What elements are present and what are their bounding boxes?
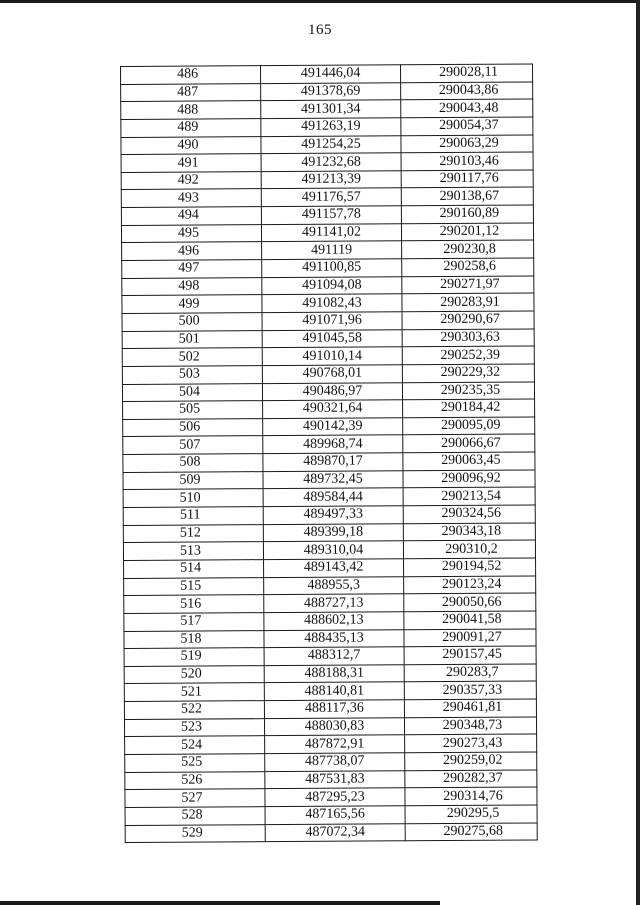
point-number-cell: 525 (125, 754, 265, 772)
table-row (121, 117, 533, 137)
y-coordinate-cell: 290063,29 (401, 135, 533, 153)
x-coordinate-cell: 489143,42 (264, 559, 404, 577)
x-coordinate-cell: 491176,57 (261, 188, 401, 206)
point-number-cell: 527 (125, 789, 265, 807)
table-row (122, 382, 534, 402)
table-row (123, 505, 535, 525)
point-number-cell: 526 (125, 771, 265, 789)
table-row (122, 293, 534, 313)
y-coordinate-cell: 290066,67 (403, 434, 535, 452)
y-coordinate-cell: 290213,54 (403, 487, 535, 505)
point-number-cell: 514 (124, 560, 264, 578)
y-coordinate-cell: 290303,63 (402, 329, 534, 347)
y-coordinate-cell: 290201,12 (401, 223, 533, 241)
table-row (125, 752, 537, 772)
x-coordinate-cell: 490142,39 (263, 418, 403, 436)
point-number-cell: 507 (123, 436, 263, 454)
x-coordinate-cell: 491254,25 (261, 135, 401, 153)
table-row (124, 717, 536, 737)
x-coordinate-cell: 491071,96 (262, 312, 402, 330)
x-coordinate-cell: 490321,64 (263, 400, 403, 418)
y-coordinate-cell: 290275,68 (405, 823, 537, 841)
x-coordinate-cell: 489310,04 (263, 541, 403, 559)
coordinates-table-body (121, 64, 538, 843)
x-coordinate-cell: 491082,43 (262, 294, 402, 312)
table-row (125, 770, 537, 790)
point-number-cell: 487 (121, 83, 261, 101)
point-number-cell: 499 (122, 295, 262, 313)
y-coordinate-cell: 290043,48 (401, 99, 533, 117)
point-number-cell: 501 (122, 330, 262, 348)
point-number-cell: 500 (122, 313, 262, 331)
scan-edge-bottom (0, 901, 440, 905)
table-row (121, 170, 533, 190)
point-number-cell: 518 (124, 630, 264, 648)
y-coordinate-cell: 290123,24 (404, 576, 536, 594)
x-coordinate-cell: 489870,17 (263, 453, 403, 471)
scan-edge-right (636, 0, 640, 905)
x-coordinate-cell: 491157,78 (261, 206, 401, 224)
x-coordinate-cell: 491263,19 (261, 118, 401, 136)
page-number: 165 (308, 22, 332, 38)
x-coordinate-cell: 489584,44 (263, 488, 403, 506)
point-number-cell: 506 (123, 418, 263, 436)
table-row (122, 364, 534, 384)
x-coordinate-cell: 487872,91 (265, 735, 405, 753)
y-coordinate-cell: 290282,37 (405, 770, 537, 788)
table-row (122, 311, 534, 331)
table-row (124, 664, 536, 684)
x-coordinate-cell: 488030,83 (264, 717, 404, 735)
y-coordinate-cell: 290310,2 (403, 540, 535, 558)
x-coordinate-cell: 490486,97 (262, 382, 402, 400)
table-row (121, 82, 533, 102)
table-row (122, 240, 534, 260)
x-coordinate-cell: 491010,14 (262, 347, 402, 365)
point-number-cell: 502 (122, 348, 262, 366)
x-coordinate-cell: 487072,34 (265, 823, 405, 841)
point-number-cell: 489 (121, 119, 261, 137)
x-coordinate-cell: 488727,13 (264, 594, 404, 612)
table-row (123, 470, 535, 490)
point-number-cell: 491 (121, 154, 261, 172)
y-coordinate-cell: 290184,42 (403, 399, 535, 417)
table-row (125, 734, 537, 754)
y-coordinate-cell: 290063,45 (403, 452, 535, 470)
x-coordinate-cell: 491213,39 (261, 171, 401, 189)
y-coordinate-cell: 290028,11 (400, 64, 532, 82)
table-row (124, 611, 536, 631)
point-number-cell: 524 (125, 736, 265, 754)
point-number-cell: 522 (124, 701, 264, 719)
x-coordinate-cell: 488117,36 (264, 700, 404, 718)
x-coordinate-cell: 491378,69 (261, 82, 401, 100)
x-coordinate-cell: 491301,34 (261, 100, 401, 118)
table-row (124, 576, 536, 596)
y-coordinate-cell: 290091,27 (404, 628, 536, 646)
point-number-cell: 498 (122, 277, 262, 295)
y-coordinate-cell: 290295,5 (405, 805, 537, 823)
x-coordinate-cell: 489732,45 (263, 471, 403, 489)
y-coordinate-cell: 290283,91 (402, 293, 534, 311)
table-row (124, 646, 536, 666)
table-row (123, 487, 535, 507)
point-number-cell: 517 (124, 612, 264, 630)
point-number-cell: 490 (121, 136, 261, 154)
point-number-cell: 505 (123, 401, 263, 419)
y-coordinate-cell: 290095,09 (403, 417, 535, 435)
point-number-cell: 521 (124, 683, 264, 701)
x-coordinate-cell: 491094,08 (262, 276, 402, 294)
y-coordinate-cell: 290157,45 (404, 646, 536, 664)
x-coordinate-cell: 487295,23 (265, 788, 405, 806)
table-row (123, 523, 535, 543)
point-number-cell: 493 (121, 189, 261, 207)
x-coordinate-cell: 490768,01 (262, 365, 402, 383)
y-coordinate-cell: 290357,33 (404, 681, 536, 699)
table-row (122, 276, 534, 296)
coordinates-table (120, 63, 538, 843)
y-coordinate-cell: 290229,32 (402, 364, 534, 382)
x-coordinate-cell: 488188,31 (264, 665, 404, 683)
table-row (122, 258, 534, 278)
table-row (123, 452, 535, 472)
y-coordinate-cell: 290461,81 (404, 699, 536, 717)
point-number-cell: 496 (122, 242, 262, 260)
point-number-cell: 529 (125, 824, 265, 842)
table-row (125, 787, 537, 807)
y-coordinate-cell: 290117,76 (401, 170, 533, 188)
point-number-cell: 504 (122, 383, 262, 401)
table-row (124, 593, 536, 613)
y-coordinate-cell: 290160,89 (401, 205, 533, 223)
table-row (123, 399, 535, 419)
x-coordinate-cell: 487165,56 (265, 806, 405, 824)
point-number-cell: 511 (123, 507, 263, 525)
y-coordinate-cell: 290283,7 (404, 664, 536, 682)
x-coordinate-cell: 491045,58 (262, 329, 402, 347)
table-row (121, 152, 533, 172)
table-row (124, 628, 536, 648)
y-coordinate-cell: 290348,73 (404, 717, 536, 735)
y-coordinate-cell: 290290,67 (402, 311, 534, 329)
y-coordinate-cell: 290314,76 (405, 787, 537, 805)
table-row (124, 681, 536, 701)
point-number-cell: 488 (121, 101, 261, 119)
scan-edge-top (0, 0, 640, 3)
y-coordinate-cell: 290271,97 (402, 276, 534, 294)
x-coordinate-cell: 488140,81 (264, 682, 404, 700)
table-row (121, 64, 533, 84)
point-number-cell: 497 (122, 260, 262, 278)
table-row (121, 205, 533, 225)
table-row (123, 540, 535, 560)
x-coordinate-cell: 491100,85 (262, 259, 402, 277)
y-coordinate-cell: 290259,02 (405, 752, 537, 770)
table-row (123, 417, 535, 437)
y-coordinate-cell: 290258,6 (402, 258, 534, 276)
y-coordinate-cell: 290138,67 (401, 187, 533, 205)
x-coordinate-cell: 488312,7 (264, 647, 404, 665)
point-number-cell: 513 (123, 542, 263, 560)
x-coordinate-cell: 489399,18 (263, 523, 403, 541)
x-coordinate-cell: 488955,3 (264, 576, 404, 594)
table-row (121, 187, 533, 207)
point-number-cell: 492 (121, 171, 261, 189)
point-number-cell: 510 (123, 489, 263, 507)
y-coordinate-cell: 290252,39 (402, 346, 534, 364)
point-number-cell: 519 (124, 648, 264, 666)
table-row (121, 223, 533, 243)
y-coordinate-cell: 290043,86 (401, 82, 533, 100)
y-coordinate-cell: 290273,43 (405, 734, 537, 752)
point-number-cell: 486 (121, 66, 261, 84)
x-coordinate-cell: 491232,68 (261, 153, 401, 171)
table-row (125, 805, 537, 825)
table-row (121, 135, 533, 155)
point-number-cell: 508 (123, 454, 263, 472)
y-coordinate-cell: 290103,46 (401, 152, 533, 170)
table-row (121, 99, 533, 119)
y-coordinate-cell: 290230,8 (402, 240, 534, 258)
point-number-cell: 523 (124, 718, 264, 736)
point-number-cell: 509 (123, 471, 263, 489)
x-coordinate-cell: 488435,13 (264, 629, 404, 647)
y-coordinate-cell: 290096,92 (403, 470, 535, 488)
table-row (124, 558, 536, 578)
point-number-cell: 494 (121, 207, 261, 225)
y-coordinate-cell: 290054,37 (401, 117, 533, 135)
x-coordinate-cell: 487531,83 (265, 770, 405, 788)
x-coordinate-cell: 489497,33 (263, 506, 403, 524)
table-row (122, 346, 534, 366)
x-coordinate-cell: 491119 (262, 241, 402, 259)
table-row (122, 329, 534, 349)
x-coordinate-cell: 491141,02 (261, 224, 401, 242)
table-row (125, 823, 537, 843)
y-coordinate-cell: 290235,35 (402, 382, 534, 400)
table-row (124, 699, 536, 719)
point-number-cell: 528 (125, 807, 265, 825)
point-number-cell: 515 (124, 577, 264, 595)
point-number-cell: 503 (122, 366, 262, 384)
point-number-cell: 516 (124, 595, 264, 613)
y-coordinate-cell: 290343,18 (403, 523, 535, 541)
point-number-cell: 520 (124, 665, 264, 683)
x-coordinate-cell: 491446,04 (261, 65, 401, 83)
y-coordinate-cell: 290050,66 (404, 593, 536, 611)
y-coordinate-cell: 290194,52 (404, 558, 536, 576)
point-number-cell: 495 (121, 224, 261, 242)
y-coordinate-cell: 290041,58 (404, 611, 536, 629)
point-number-cell: 512 (123, 524, 263, 542)
table-row (123, 434, 535, 454)
x-coordinate-cell: 489968,74 (263, 435, 403, 453)
x-coordinate-cell: 488602,13 (264, 612, 404, 630)
x-coordinate-cell: 487738,07 (265, 753, 405, 771)
y-coordinate-cell: 290324,56 (403, 505, 535, 523)
